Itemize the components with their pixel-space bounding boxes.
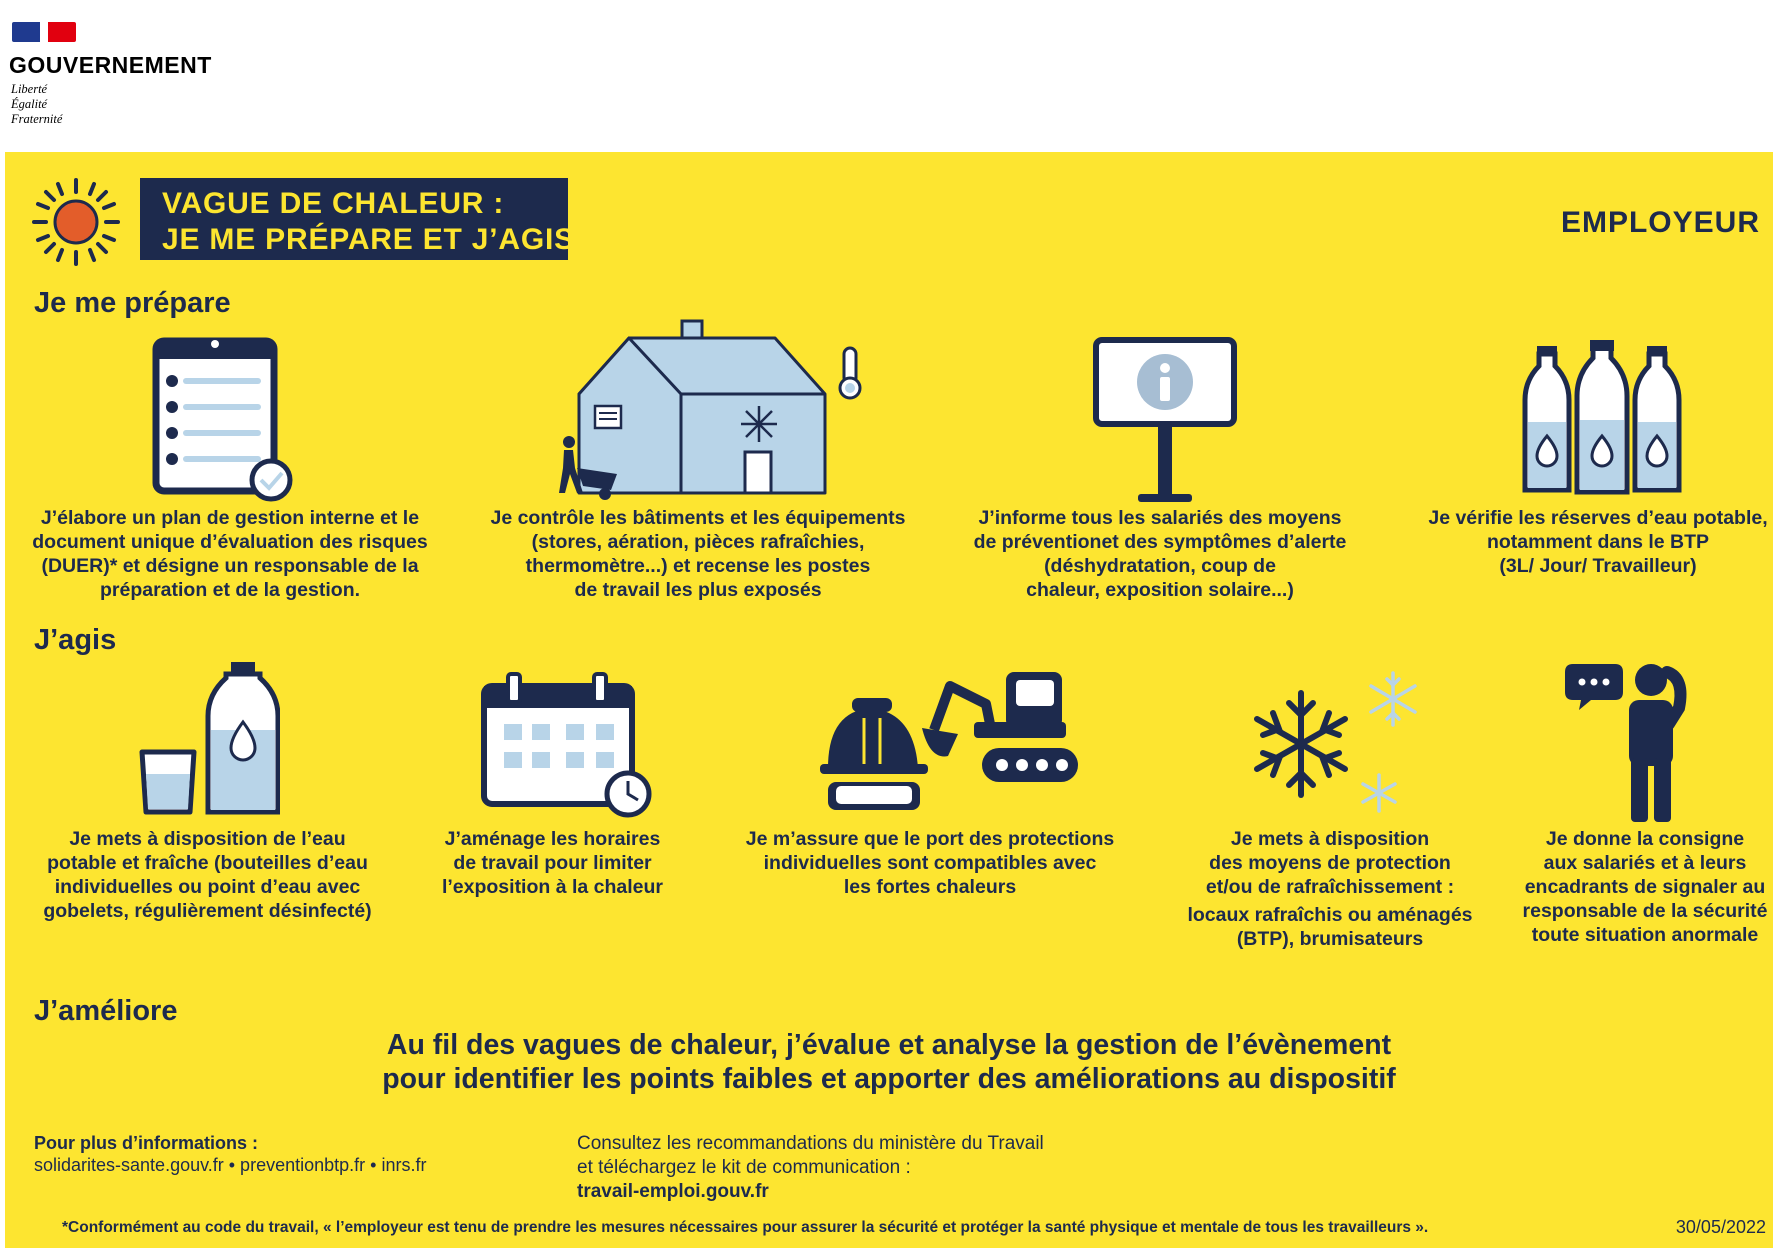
snowflake-icon: [1245, 665, 1425, 820]
more-info-block: [34, 1132, 426, 1176]
protective-equipment-icon: [818, 664, 1098, 814]
prepare-caption-1: J’élabore un plan de gestion interne et le document unique d’évaluation des risques (DUER)* et désigne un responsable de la préparation et de la gestion.: [32, 507, 428, 601]
more-info-links[interactable]: solidarites-sante.gouv.fr • preventionbtp.fr • inrs.fr: [34, 1155, 427, 1175]
section-heading-improve: J’améliore: [34, 995, 178, 1027]
prepare-caption-3: J’informe tous les salariés des moyens de préventionet des symptômes d’alerte (déshydratation, coup de chaleur, exposition solaire...): [973, 507, 1347, 601]
government-name: GOUVERNEMENT: [9, 52, 212, 78]
flag-logo: [12, 22, 76, 42]
act-caption-1: Je mets à disposition de l’eau potable et fraîche (bouteilles d’eau individuelles ou point d’eau avec gobelets, régulièrement désinfecté): [43, 828, 372, 922]
ministry-block: Consultez les recommandations du ministère du Travail et téléchargez le kit de communication : travail-emploi.gouv.fr: [577, 1133, 1044, 1202]
act-caption-3: Je m’assure que le port des protections individuelles sont compatibles avec les fortes chaleurs: [745, 828, 1115, 898]
checklist-icon: [150, 335, 300, 505]
publication-date: 30/05/2022: [1675, 1217, 1766, 1237]
act-caption-2: J’aménage les horaires de travail pour limiter l’exposition à la chaleur: [441, 828, 664, 898]
water-glass-bottle-icon: [138, 660, 280, 818]
section-heading-prepare: Je me prépare: [34, 287, 231, 319]
government-motto: Liberté Égalité Fraternité: [11, 82, 63, 126]
prepare-caption-2: Je contrôle les bâtiments et les équipements (stores, aération, pièces rafraîchies, thermomètre...) et recense les postes de travail les plus exposés: [490, 507, 906, 601]
info-sign-icon: [1092, 336, 1252, 506]
calendar-clock-icon: [480, 672, 655, 820]
building-inspection-icon: [555, 318, 875, 503]
sun-icon: [30, 176, 122, 268]
ministry-link[interactable]: travail-emploi.gouv.fr: [577, 1181, 769, 1202]
legal-footnote: *Conformément au code du travail, « l’employeur est tenu de prendre les mesures nécessaires pour assurer la sécurité et protéger la santé physique et mentale de tous les travailleurs ».: [62, 1219, 1429, 1236]
act-caption-4: Je mets à disposition des moyens de protection et/ou de rafraîchissement : locaux rafraîchis ou aménagés (BTP), brumisateurs: [1187, 828, 1473, 950]
improve-statement: Au fil des vagues de chaleur, j’évalue et analyse la gestion de l’évènement pour identifier les points faibles et apporter des améliorations au dispositif: [382, 1029, 1396, 1095]
poster-title: VAGUE DE CHALEUR : JE ME PRÉPARE ET J’AGIS: [140, 178, 568, 260]
audience-label: EMPLOYEUR: [1560, 206, 1760, 239]
water-bottles-icon: [1515, 340, 1690, 500]
act-caption-5: Je donne la consigne aux salariés et à leurs encadrants de signaler au responsable de la sécurité toute situation anormale: [1522, 828, 1768, 946]
person-phone-icon: [1565, 658, 1700, 826]
prepare-caption-4: Je vérifie les réserves d’eau potable, notamment dans le BTP (3L/ Jour/ Travailleur): [1428, 507, 1768, 577]
government-header: [0, 0, 1778, 152]
section-heading-act: J’agis: [34, 624, 117, 656]
more-info-title: Pour plus d’informations :: [34, 1133, 258, 1153]
